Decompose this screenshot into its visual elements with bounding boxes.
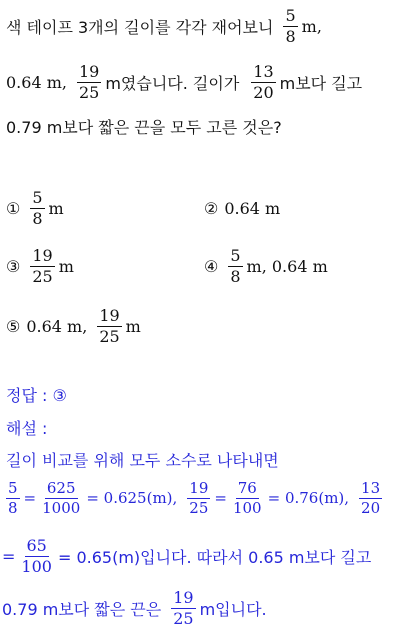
solution-line-last: 0.79 m보다 짧은 끈은 $\frac{19}{25}$ m입니다. (2, 587, 267, 628)
solution-line-1: 길이 비교를 위해 모두 소수로 나타내면 (6, 450, 279, 470)
choice-marker: ① (6, 198, 21, 218)
question-line-1: 색 테이프 3개의 길이를 각각 재어보니 $\frac{5}{8}$ m, (6, 5, 322, 46)
question-line-2: 0.64 m, $\frac{19}{25}$ m였습니다. 길이가 $\frac{13}{20}$ m보다 길고 (6, 61, 363, 102)
fraction: $\frac{76}{100}$ (232, 478, 262, 517)
choice-marker: ⑤ (6, 316, 21, 336)
fraction: $\frac{19}{25}$ (189, 478, 209, 517)
choice-4[interactable]: ④ $\frac{5}{8}$ m, 0.64 m (204, 245, 328, 286)
fraction: $\frac{13}{20}$ (253, 61, 274, 102)
question-text: 색 테이프 3개의 길이를 각각 재어보니 (6, 17, 274, 37)
fraction: $\frac{19}{25}$ (78, 61, 100, 102)
choice-2[interactable]: ② 0.64 m (204, 198, 281, 218)
fraction: $\frac{5}{8}$ (230, 245, 241, 286)
choice-marker: ② (204, 198, 219, 218)
fraction: $\frac{19}{25}$ (173, 587, 194, 628)
solution-equation-1: $\frac{5}{8}$ = $\frac{625}{1000}$ = 0.625(m), $\frac{19}{25}$ = $\frac{76}{100}$ = 0.76(m), $\frac{13}{20}$ (8, 478, 381, 517)
choice-5[interactable]: ⑤ 0.64 m, $\frac{19}{25}$ m (6, 305, 141, 346)
fraction: $\frac{5}{8}$ (32, 187, 43, 228)
choice-marker: ④ (204, 256, 219, 276)
solution-label: 해설 : (6, 418, 48, 438)
question-line-3: 0.79 m보다 짧은 끈을 모두 고른 것은? (6, 117, 282, 137)
fraction: $\frac{5}{8}$ (8, 478, 18, 517)
choice-1[interactable]: ① $\frac{5}{8}$ m (6, 187, 64, 228)
fraction: $\frac{19}{25}$ (32, 245, 53, 286)
solution-equation-2: = $\frac{65}{100}$ = 0.65(m)입니다. 따라서 0.65 m보다 길고 (2, 535, 372, 576)
fraction: $\frac{19}{25}$ (99, 305, 120, 346)
choice-3[interactable]: ③ $\frac{19}{25}$ m (6, 245, 74, 286)
fraction: $\frac{13}{20}$ (361, 478, 381, 517)
fraction: $\frac{625}{1000}$ (42, 478, 81, 517)
choice-marker: ③ (6, 256, 21, 276)
fraction: $\frac{5}{8}$ (285, 5, 296, 46)
fraction: $\frac{65}{100}$ (21, 535, 52, 576)
answer-label: 정답 : ③ (6, 385, 67, 405)
